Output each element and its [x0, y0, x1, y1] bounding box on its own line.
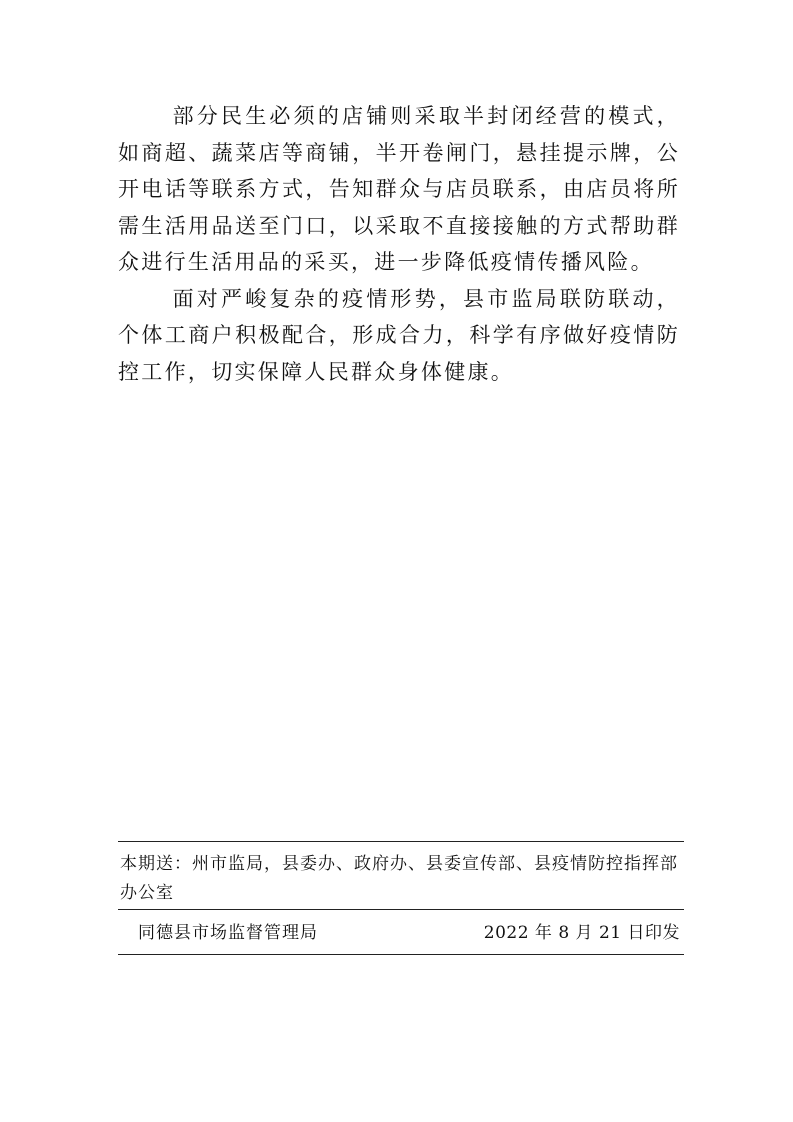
- paragraph-joint-prevention: 面对严峻复杂的疫情形势，县市监局联防联动，个体工商户积极配合，形成合力，科学有序做好疫情防控工作，切实保障人民群众身体健康。: [118, 286, 680, 384]
- footer-bottom-rule: [118, 954, 684, 955]
- issuer-row: [118, 919, 684, 947]
- issue-date: 2022 年 8 月 21 日印发: [483, 923, 680, 943]
- body-text: [118, 98, 680, 390]
- issuing-agency: 同德县市场监督管理局: [138, 923, 318, 943]
- paragraph-shop-operation: 部分民生必须的店铺则采取半封闭经营的模式，如商超、蔬菜店等商铺，半开卷闸门，悬挂提示牌，公开电话等联系方式，告知群众与店员联系，由店员将所需生活用品送至门口，以采取不直接接触的方式帮助群众进行生活用品的采买，进一步降低疫情传播风险。: [118, 104, 680, 274]
- footer-middle-rule: [118, 909, 684, 910]
- distribution-list: 本期送：州市监局，县委办、政府办、县委宣传部、县疫情防控指挥部办公室: [120, 854, 678, 903]
- footer-top-rule: [118, 841, 684, 842]
